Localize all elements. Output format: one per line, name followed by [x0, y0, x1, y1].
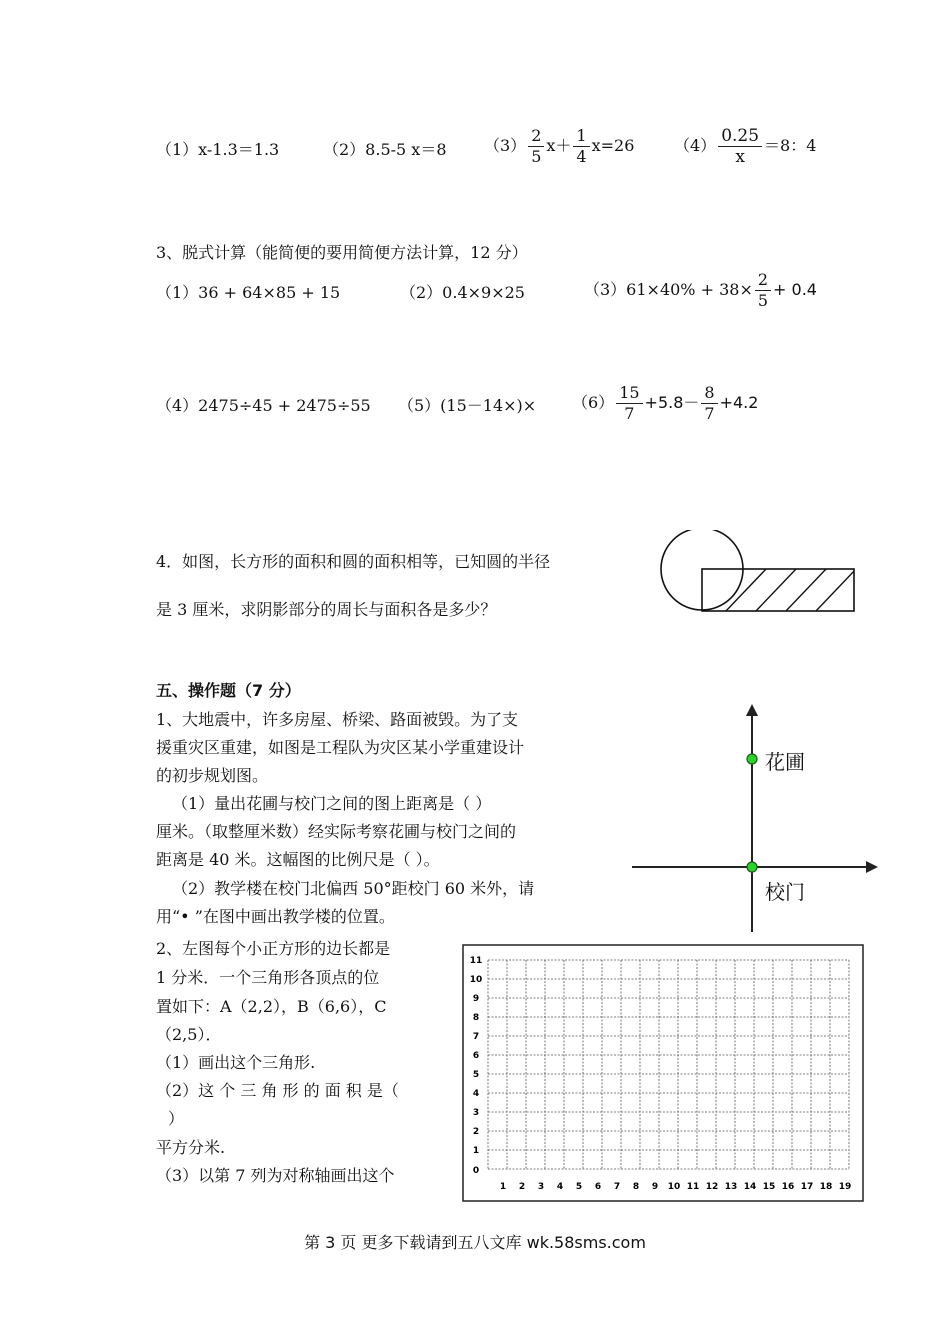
x-tick-label: 4 [556, 1182, 564, 1192]
q1-line-7: （2）教学楼在校门北偏西 50°距校门 60 米外，请 [172, 879, 535, 898]
garden-point [747, 754, 757, 764]
q1-line-6: 距离是 40 米。这幅图的比例尺是（ ）。 [156, 850, 440, 869]
equation-3 [484, 126, 634, 167]
y-tick-label: 6 [472, 1051, 480, 1061]
x-tick-label: 18 [819, 1182, 833, 1192]
x-tick-label: 19 [838, 1182, 852, 1192]
fraction-numerator: 15 [616, 383, 642, 404]
equation-1: （1）x-1.3＝1.3 [156, 140, 280, 159]
q2-line-7: ） [168, 1109, 185, 1128]
q1-line-1: 1、大地震中，许多房屋、桥梁、路面被毁。为了支 [156, 710, 519, 729]
fraction [701, 383, 717, 424]
problem-5: （5）(15－14×)× [398, 396, 537, 415]
y-tick-label: 11 [469, 956, 483, 966]
fraction-denominator: 7 [704, 404, 715, 423]
x-tick-label: 1 [499, 1182, 507, 1192]
x-tick-label: 6 [594, 1182, 602, 1192]
circle-rectangle-figure [655, 530, 860, 620]
fraction-numerator: 0.25 [718, 126, 762, 147]
gate-label: 校门 [765, 880, 805, 904]
q1-line-3: 的初步规划图。 [156, 766, 269, 785]
equation-4-suffix: ＝8：4 [764, 136, 817, 155]
equation-2: （2）8.5-5 x＝8 [323, 140, 447, 159]
fraction-numerator: 1 [573, 126, 589, 147]
x-tick-label: 2 [518, 1182, 526, 1192]
q1-line-5: 厘米。（取整厘米数）经实际考察花圃与校门之间的 [156, 822, 517, 841]
fraction [573, 126, 589, 167]
fraction [616, 383, 642, 424]
x-tick-label: 17 [800, 1182, 814, 1192]
problem-3 [584, 270, 817, 311]
shaded-region [725, 568, 857, 612]
coordinate-grid [462, 944, 866, 1204]
q2-line-6: （2）这 个 三 角 形 的 面 积 是（ [156, 1081, 399, 1100]
x-tick-label: 15 [762, 1182, 776, 1192]
q2-line-5: （1）画出这个三角形. [156, 1053, 316, 1072]
x-tick-label: 14 [743, 1182, 757, 1192]
y-tick-label: 2 [472, 1127, 480, 1137]
y-tick-label: 9 [472, 994, 480, 1004]
fraction-numerator: 2 [528, 126, 544, 147]
equation-3-prefix: （3） [484, 136, 527, 155]
equation-3-suffix: x=26 [591, 136, 635, 155]
fraction-denominator: 4 [576, 147, 587, 166]
gate-point [747, 862, 757, 872]
x-tick-label: 3 [537, 1182, 545, 1192]
q2-line-2: 1 分米．一个三角形各顶点的位 [156, 968, 380, 987]
problem-4: （4）2475÷45 + 2475÷55 [156, 396, 371, 415]
north-arrow-icon [746, 704, 758, 716]
q2-line-1: 2、左图每个小正方形的边长都是 [156, 939, 391, 958]
fraction-denominator: 5 [531, 147, 542, 166]
problem-3-suffix: + 0.4 [773, 280, 817, 299]
q2-line-9: （3）以第 7 列为对称轴画出这个 [156, 1166, 395, 1185]
x-tick-label: 7 [613, 1182, 621, 1192]
x-tick-label: 8 [632, 1182, 640, 1192]
fraction-numerator: 2 [755, 270, 771, 291]
grid-frame [463, 945, 863, 1201]
y-tick-label: 0 [472, 1166, 480, 1176]
fraction-denominator: 5 [757, 291, 769, 310]
problem-6 [572, 383, 758, 424]
rectangle-shape [702, 569, 854, 611]
fraction-denominator: x [735, 147, 745, 167]
equation-3-mid: x＋ [546, 136, 572, 155]
fraction [718, 126, 762, 167]
y-tick-label: 1 [472, 1146, 480, 1156]
east-arrow-icon [866, 861, 878, 873]
fraction [528, 126, 544, 167]
y-tick-label: 10 [469, 975, 483, 985]
x-tick-label: 12 [705, 1182, 719, 1192]
problem-6-prefix: （6） [572, 393, 615, 412]
y-tick-label: 4 [472, 1089, 480, 1099]
y-tick-label: 3 [472, 1108, 480, 1118]
x-tick-label: 10 [667, 1182, 681, 1192]
equation-4 [674, 126, 816, 167]
x-tick-label: 9 [651, 1182, 659, 1192]
y-tick-label: 8 [472, 1013, 480, 1023]
fraction-numerator: 8 [701, 383, 717, 404]
garden-label: 花圃 [765, 750, 805, 774]
problem-2: （2）0.4×9×25 [400, 283, 525, 302]
section-5-heading: 五、操作题（7 分） [156, 681, 301, 700]
problem-1: （1）36 + 64×85 + 15 [156, 283, 341, 302]
x-tick-label: 13 [724, 1182, 738, 1192]
equation-4-prefix: （4） [674, 136, 717, 155]
problem-6-suffix: +4.2 [719, 393, 759, 412]
y-tick-label: 7 [472, 1032, 480, 1042]
q1-line-8: 用“• ”在图中画出教学楼的位置。 [156, 907, 395, 926]
x-tick-label: 16 [781, 1182, 795, 1192]
map-diagram [630, 700, 885, 935]
fraction [755, 270, 771, 311]
x-tick-label: 5 [575, 1182, 583, 1192]
q1-line-4: （1）量出花圃与校门之间的图上距离是（ ） [172, 794, 492, 813]
problem-3-prefix: （3）61×40% + 38× [584, 280, 753, 299]
fraction-denominator: 7 [624, 404, 635, 423]
x-tick-label: 11 [686, 1182, 700, 1192]
section-3-title: 3、脱式计算（能简便的要用简便方法计算，12 分） [156, 243, 528, 262]
y-tick-label: 5 [472, 1070, 480, 1080]
page-footer: 第 3 页 更多下载请到五八文库 wk.58sms.com [304, 1233, 646, 1252]
q2-line-3: 置如下：A（2,2），B（6,6），C [156, 997, 387, 1016]
q1-line-2: 援重灾区重建，如图是工程队为灾区某小学重建设计 [156, 738, 525, 757]
q2-line-8: 平方分米. [156, 1138, 226, 1157]
section-4-line-2: 是 3 厘米，求阴影部分的周长与面积各是多少？ [156, 600, 497, 619]
q2-line-4: （2,5）． [156, 1025, 222, 1044]
section-4-line-1: 4．如图，长方形的面积和圆的面积相等，已知圆的半径 [156, 552, 551, 571]
problem-6-mid: +5.8－ [644, 393, 700, 412]
